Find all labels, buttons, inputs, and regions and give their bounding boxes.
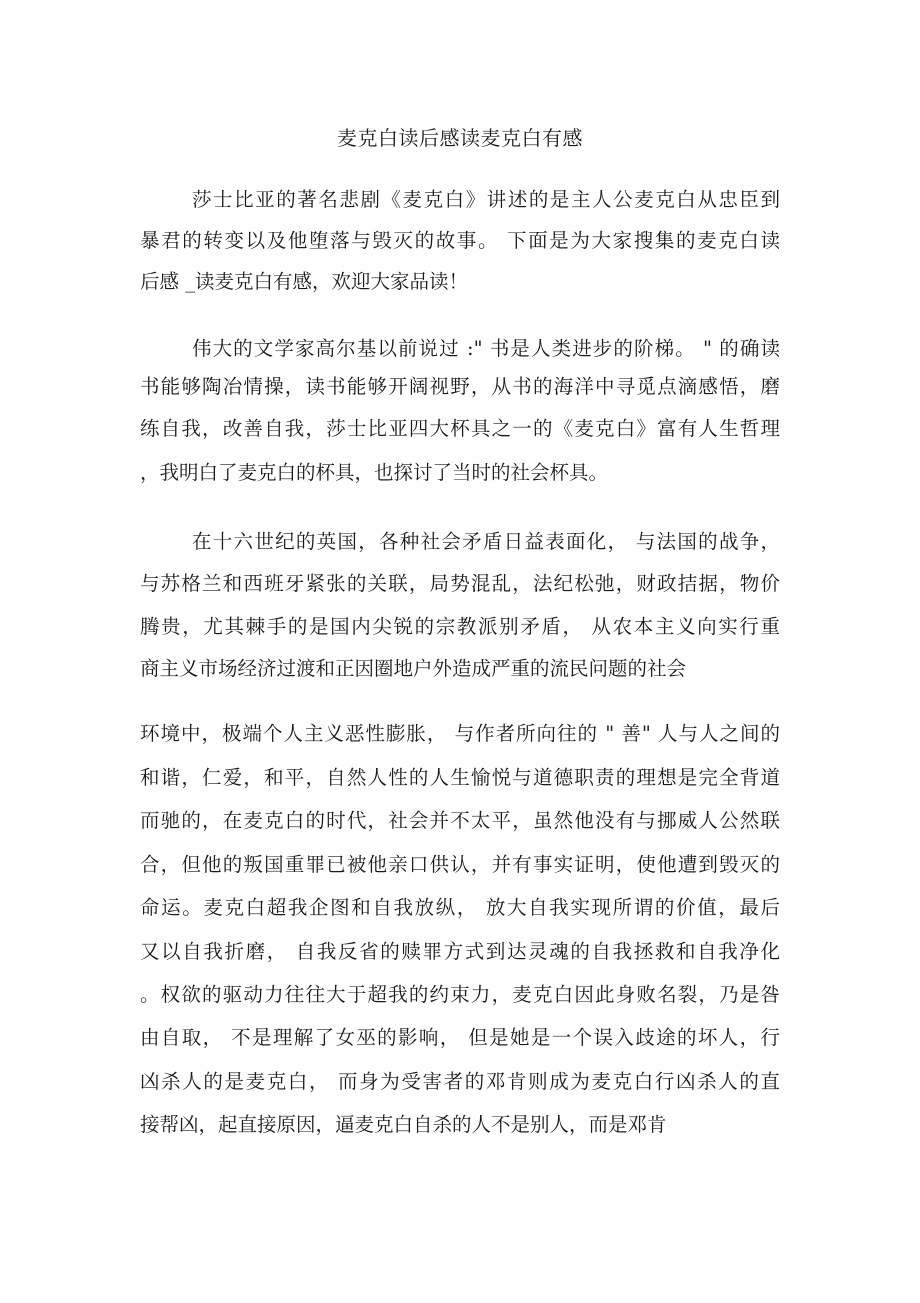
paragraph-1-line: 莎士比亚的著名悲剧《麦克白》讲述的是主人公麦克白从忠臣到: [192, 188, 780, 211]
paragraph-3-line: 与苏格兰和西班牙紧张的关联，局势混乱，法纪松弛，财政拮据，物价: [140, 572, 780, 595]
paragraph-4-line: 命运。麦克白超我企图和自我放纵， 放大自我实现所谓的价值，最后: [140, 896, 780, 919]
paragraph-4-line: 又以自我折磨， 自我反省的赎罪方式到达灵魂的自我拯救和自我净化: [140, 940, 780, 963]
document-title: 麦克白读后感读麦克白有感: [337, 126, 583, 150]
paragraph-4-line: 由自取， 不是理解了女巫的影响， 但是她是一个误入歧途的坏人，行: [140, 1026, 780, 1049]
paragraph-2-line: 练自我，改善自我，莎士比亚四大杯具之一的《麦克白》富有人生哲理: [140, 417, 780, 440]
paragraph-4-line: 。权欲的驱动力往往大于超我的约束力，麦克白因此身败名裂，乃是咎: [140, 983, 780, 1006]
paragraph-4-line: 接帮凶，起直接原因，逼麦克白自杀的人不是别人，而是邓肯: [140, 1113, 667, 1136]
paragraph-1-line: 后感 _读麦克白有感，欢迎大家品读！: [140, 270, 468, 293]
paragraph-4-line: 凶杀人的是麦克白， 而身为受害者的邓肯则成为麦克白行凶杀人的直: [140, 1070, 780, 1093]
paragraph-4-line: 而驰的，在麦克白的时代，社会并不太平，虽然他没有与挪威人公然联: [140, 809, 780, 832]
paragraph-4-line: 和谐，仁爱，和平，自然人性的人生愉悦与道德职责的理想是完全背道: [140, 766, 780, 789]
paragraph-4-line: 环境中，极端个人主义恶性膨胀， 与作者所向往的 " 善" 人与人之间的: [140, 722, 780, 745]
paragraph-3-line: 腾贵，尤其棘手的是国内尖锐的宗教派别矛盾， 从农本主义向实行重: [140, 615, 780, 638]
paragraph-2-line: ，我明白了麦克白的杯具，也探讨了当时的社会杯具。: [140, 461, 609, 484]
paragraph-2-line: 书能够陶冶情操，读书能够开阔视野，从书的海洋中寻觅点滴感悟，磨: [140, 375, 780, 398]
paragraph-3-line: 在十六世纪的英国，各种社会矛盾日益表面化， 与法国的战争，: [192, 530, 780, 553]
paragraph-4-line: 合，但他的叛国重罪已被他亲口供认，并有事实证明，使他遭到毁灭的: [140, 853, 780, 876]
paragraph-3-line: 商主义市场经济过渡和正因圈地户外造成严重的流民问题的社会: [140, 657, 687, 680]
paragraph-2-line: 伟大的文学家高尔基以前说过 :" 书是人类进步的阶梯。 " 的确读: [192, 337, 780, 360]
paragraph-1-line: 暴君的转变以及他堕落与毁灭的故事。 下面是为大家搜集的麦克白读: [140, 229, 780, 252]
